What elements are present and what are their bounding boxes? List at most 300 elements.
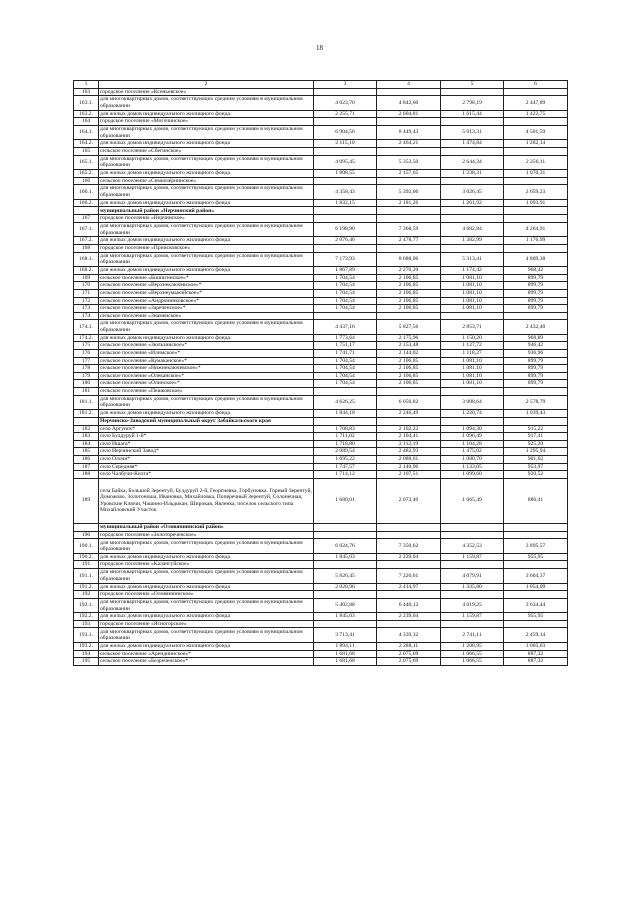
row-number-cell: 173 — [74, 305, 99, 313]
table-row — [74, 267, 568, 275]
table-row — [74, 658, 568, 666]
value-cell: 1 159,87 — [441, 613, 504, 621]
table-row — [74, 591, 568, 599]
row-description-cell: сельское поселение «Олинское»* — [99, 380, 314, 388]
column-number: 4 — [377, 81, 441, 89]
row-description-cell: городское поселение «Ксеньевское» — [99, 88, 314, 96]
value-cell: 5 826,45 — [314, 569, 377, 584]
value-cell: 1 081,10 — [441, 365, 504, 373]
column-number: 6 — [504, 81, 568, 89]
value-cell — [314, 207, 377, 215]
row-number-cell: 170 — [74, 282, 99, 290]
value-cell: 1 081,10 — [441, 297, 504, 305]
value-cell: 6 050,82 — [377, 395, 441, 410]
value-cell — [377, 620, 441, 628]
value-cell — [441, 417, 504, 425]
row-number-cell: 165 — [74, 147, 99, 155]
row-description-cell: для жилых домов индивидуального жилищного фонда — [99, 110, 314, 118]
value-cell: 1 176,99 — [504, 237, 568, 245]
row-description-cell: сельское поселение «Пешковское» — [99, 387, 314, 395]
table-row — [74, 598, 568, 613]
value-cell: 1 708,83 — [314, 425, 377, 433]
value-cell: 899,79 — [504, 289, 568, 297]
value-cell: 2 578,79 — [504, 395, 568, 410]
row-description-cell: для многоквартирных домов, соответствующих средним условиям в муниципальном образовании — [99, 252, 314, 267]
row-description-cell: сельское поселение «Зюльзинское»* — [99, 342, 314, 350]
value-cell: 2 089,54 — [314, 448, 377, 456]
value-cell — [314, 417, 377, 425]
row-number-cell: 166.1. — [74, 185, 99, 200]
row-number-cell — [74, 207, 99, 215]
table-row — [74, 305, 568, 313]
table-row — [74, 569, 568, 584]
value-cell — [314, 215, 377, 223]
value-cell: 3 713,41 — [314, 628, 377, 643]
row-description-cell: сельское поселение «Сбегинское» — [99, 147, 314, 155]
row-description-cell: сельское поселение «Знаменское» — [99, 312, 314, 320]
table-row — [74, 170, 568, 178]
value-cell: 1 704,54 — [314, 274, 377, 282]
table-row — [74, 620, 568, 628]
column-number: 3 — [314, 81, 377, 89]
value-cell: 4 682,84 — [441, 222, 504, 237]
table-row — [74, 237, 568, 245]
row-number-cell: 193 — [74, 620, 99, 628]
row-number-cell: 163.2. — [74, 110, 99, 118]
row-number-cell: 176 — [74, 349, 99, 357]
value-cell: 1 615,44 — [441, 110, 504, 118]
value-cell — [314, 531, 377, 539]
table-row — [74, 613, 568, 621]
value-cell: 2 106,85 — [377, 357, 441, 365]
table-row — [74, 289, 568, 297]
table-row — [74, 448, 568, 456]
value-cell: 6 024,76 — [314, 539, 377, 554]
value-cell: 4 809,38 — [504, 252, 568, 267]
row-description-cell: сельское поселение «Аренднинское»* — [99, 650, 314, 658]
value-cell — [441, 561, 504, 569]
row-description-cell: для жилых домов индивидуального жилищного фонда — [99, 642, 314, 650]
value-cell: 1 066,55 — [441, 658, 504, 666]
value-cell — [377, 523, 441, 531]
value-cell: 1 808,55 — [314, 170, 377, 178]
row-number-cell: 175 — [74, 342, 99, 350]
row-number-cell: 187 — [74, 463, 99, 471]
value-cell: 936,96 — [504, 349, 568, 357]
table-row — [74, 147, 568, 155]
value-cell: 1 335,80 — [441, 583, 504, 591]
value-cell: 7 226,61 — [377, 569, 441, 584]
table-row — [74, 650, 568, 658]
value-cell: 1 081,10 — [441, 380, 504, 388]
row-number-cell: 183 — [74, 433, 99, 441]
value-cell: 2 106,85 — [377, 297, 441, 305]
value-cell — [377, 387, 441, 395]
value-cell: 1 704,54 — [314, 372, 377, 380]
value-cell: 3 026,45 — [441, 185, 504, 200]
row-number-cell: 181.2. — [74, 410, 99, 418]
row-number-cell: 192 — [74, 591, 99, 599]
value-cell — [314, 88, 377, 96]
row-number-cell: 190 — [74, 531, 99, 539]
row-number-cell: 184 — [74, 440, 99, 448]
section-header-row — [74, 207, 568, 215]
table-row — [74, 471, 568, 479]
value-cell: 1 867,89 — [314, 267, 377, 275]
column-number: 1 — [74, 81, 99, 89]
row-description-cell: для многоквартирных домов, соответствующих средним условиям в муниципальном образовании — [99, 125, 314, 140]
table-row — [74, 395, 568, 410]
value-cell: 2 144,02 — [377, 349, 441, 357]
table-row — [74, 372, 568, 380]
value-cell: 1 174,42 — [441, 267, 504, 275]
value-cell: 7 368,59 — [377, 222, 441, 237]
value-cell: 2 459,14 — [504, 628, 568, 643]
row-description-cell: сельское поселение «Безреченское»* — [99, 658, 314, 666]
row-number-cell: 168.2. — [74, 267, 99, 275]
row-description-cell: для многоквартирных домов, соответствующих средним условиям в муниципальном образовании — [99, 569, 314, 584]
value-cell — [441, 620, 504, 628]
row-number-cell: 192.2. — [74, 613, 99, 621]
row-number-cell: 182 — [74, 425, 99, 433]
table-row — [74, 478, 568, 523]
row-number-cell: 165.1. — [74, 155, 99, 170]
row-number-cell: 179 — [74, 372, 99, 380]
value-cell — [504, 620, 568, 628]
row-number-cell: 190.1. — [74, 539, 99, 554]
value-cell: 2 076,46 — [314, 237, 377, 245]
value-cell: 4 023,70 — [314, 96, 377, 111]
value-cell — [314, 561, 377, 569]
row-number-cell: 194 — [74, 650, 99, 658]
table-row — [74, 177, 568, 185]
value-cell — [504, 387, 568, 395]
value-cell — [314, 147, 377, 155]
row-description-cell: село Середняя* — [99, 463, 314, 471]
value-cell: 1 704,54 — [314, 289, 377, 297]
value-cell: 2 256,11 — [504, 155, 568, 170]
value-cell — [314, 245, 377, 253]
value-cell — [504, 88, 568, 96]
value-cell: 2 478,77 — [377, 237, 441, 245]
value-cell: 4 626,25 — [314, 395, 377, 410]
value-cell: 1 704,54 — [314, 297, 377, 305]
value-cell: 1 208,95 — [441, 642, 504, 650]
value-cell: 2 644,34 — [441, 155, 504, 170]
value-cell: 4 842,60 — [377, 96, 441, 111]
row-number-cell: 165.2. — [74, 170, 99, 178]
value-cell — [504, 417, 568, 425]
value-cell — [314, 118, 377, 126]
value-cell: 3 604,37 — [504, 569, 568, 584]
table-row — [74, 140, 568, 148]
value-cell — [441, 387, 504, 395]
row-number-cell: 174.2. — [74, 334, 99, 342]
row-description-cell: для жилых домов индивидуального жилищного фонда — [99, 410, 314, 418]
row-description-cell: для многоквартирных домов, соответствующих средним условиям в муниципальном образовании — [99, 320, 314, 335]
value-cell: 3 634,44 — [504, 598, 568, 613]
table-row — [74, 380, 568, 388]
value-cell: 5 013,31 — [441, 125, 504, 140]
table-row — [74, 96, 568, 111]
value-cell: 5 392,06 — [377, 185, 441, 200]
value-cell: 1 718,80 — [314, 440, 377, 448]
row-number-cell: 174.1. — [74, 320, 99, 335]
value-cell: 1 094,30 — [441, 425, 504, 433]
row-number-cell: 167.2. — [74, 237, 99, 245]
value-cell: 899,79 — [504, 305, 568, 313]
value-cell: 7 350,62 — [377, 539, 441, 554]
value-cell: 968,42 — [504, 267, 568, 275]
row-number-cell: 193.1. — [74, 628, 99, 643]
value-cell: 5 313,41 — [441, 252, 504, 267]
value-cell: 1 081,10 — [441, 372, 504, 380]
table-row — [74, 334, 568, 342]
table-row — [74, 155, 568, 170]
value-cell: 1 711,02 — [314, 433, 377, 441]
row-description-cell: для жилых домов индивидуального жилищного фонда — [99, 613, 314, 621]
table-row — [74, 628, 568, 643]
row-description-cell: для многоквартирных домов, соответствующих средним условиям в муниципальном образовании — [99, 395, 314, 410]
value-cell: 1 005,03 — [504, 642, 568, 650]
row-number-cell: 188 — [74, 471, 99, 479]
value-cell — [377, 88, 441, 96]
row-description-cell: городское поселение «Калангуйское» — [99, 561, 314, 569]
row-description-cell: для многоквартирных домов, соответствующих средним условиям в муниципальном образовании — [99, 155, 314, 170]
table-row — [74, 312, 568, 320]
value-cell — [377, 245, 441, 253]
row-number-cell: 185 — [74, 448, 99, 456]
row-description-cell: для многоквартирных домов, соответствующих средним условиям в муниципальном образовании — [99, 598, 314, 613]
value-cell — [441, 591, 504, 599]
value-cell: 1 159,87 — [441, 553, 504, 561]
value-cell — [504, 245, 568, 253]
row-number-cell: 167.1. — [74, 222, 99, 237]
value-cell: 1 845,03 — [314, 613, 377, 621]
column-number-row — [74, 81, 568, 89]
row-description-cell: для многоквартирных домов, соответствующих средним условиям в муниципальном образовании — [99, 628, 314, 643]
value-cell: 2 106,85 — [377, 305, 441, 313]
table-row — [74, 456, 568, 464]
value-cell: 1 081,10 — [441, 289, 504, 297]
value-cell: 2 239,04 — [377, 613, 441, 621]
value-cell: 4 501,59 — [504, 125, 568, 140]
value-cell: 1 039,43 — [504, 410, 568, 418]
row-description-cell: сельское поселение «Семиозёрнинское» — [99, 177, 314, 185]
row-description-cell: городское поселение «Ясногорское» — [99, 620, 314, 628]
value-cell — [377, 215, 441, 223]
value-cell: 1 845,03 — [314, 553, 377, 561]
section-header-row — [74, 523, 568, 531]
value-cell — [377, 147, 441, 155]
value-cell: 1 680,01 — [314, 478, 377, 523]
value-cell: 7 173,93 — [314, 252, 377, 267]
value-cell — [441, 147, 504, 155]
row-number-cell: 167 — [74, 215, 99, 223]
row-number-cell: 190.2. — [74, 553, 99, 561]
value-cell: 4 095,45 — [314, 155, 377, 170]
value-cell: 1 080,70 — [441, 456, 504, 464]
row-description-cell: муниципальный район «Оловяннинский район» — [99, 523, 314, 531]
value-cell: 2 106,85 — [377, 274, 441, 282]
value-cell: 899,79 — [504, 365, 568, 373]
row-description-cell: для жилых домов индивидуального жилищного фонда — [99, 267, 314, 275]
row-description-cell: для жилых домов индивидуального жилищного фонда — [99, 199, 314, 207]
row-description-cell: для жилых домов индивидуального жилищного фонда — [99, 334, 314, 342]
value-cell — [377, 531, 441, 539]
value-cell — [377, 118, 441, 126]
value-cell: 920,52 — [504, 471, 568, 479]
row-number-cell — [74, 417, 99, 425]
row-description-cell: сельское поселение «Илимское»* — [99, 349, 314, 357]
value-cell: 2 106,85 — [377, 289, 441, 297]
value-cell: 887,32 — [504, 650, 568, 658]
value-cell: 2 255,71 — [314, 110, 377, 118]
row-number-cell: 191.1. — [74, 569, 99, 584]
value-cell: 1 150,20 — [441, 334, 504, 342]
value-cell: 1 475,02 — [441, 448, 504, 456]
column-number: 5 — [441, 81, 504, 89]
row-number-cell: 171 — [74, 289, 99, 297]
value-cell: 1 714,12 — [314, 471, 377, 479]
row-description-cell: для жилых домов индивидуального жилищного фонда — [99, 583, 314, 591]
value-cell: 1 081,10 — [441, 357, 504, 365]
table-row — [74, 125, 568, 140]
value-cell: 2 106,85 — [377, 372, 441, 380]
row-description-cell: сельское поселение «Андронниковское»* — [99, 297, 314, 305]
row-description-cell: городское поселение «Оловяннинское» — [99, 591, 314, 599]
value-cell: 899,79 — [504, 297, 568, 305]
value-cell: 946,42 — [504, 342, 568, 350]
table-row — [74, 387, 568, 395]
value-cell: 6 904,56 — [314, 125, 377, 140]
value-cell — [441, 312, 504, 320]
value-cell: 2 153,48 — [377, 342, 441, 350]
value-cell — [314, 523, 377, 531]
table-row — [74, 282, 568, 290]
row-number-cell: 192.1. — [74, 598, 99, 613]
table-row — [74, 425, 568, 433]
table-row — [74, 185, 568, 200]
value-cell — [504, 147, 568, 155]
value-cell: 1 081,10 — [441, 274, 504, 282]
row-number-cell: 163 — [74, 88, 99, 96]
value-cell — [504, 177, 568, 185]
table-row — [74, 320, 568, 335]
row-number-cell: 186 — [74, 456, 99, 464]
value-cell: 1 747,57 — [314, 463, 377, 471]
table-row — [74, 199, 568, 207]
value-cell: 1 422,75 — [504, 110, 568, 118]
value-cell — [314, 591, 377, 599]
row-description-cell: село Чалбучи-Килга* — [99, 471, 314, 479]
value-cell: 4 019,25 — [441, 598, 504, 613]
value-cell: 1 133,05 — [441, 463, 504, 471]
value-cell: 2 798,19 — [441, 96, 504, 111]
value-cell: 1 238,31 — [441, 170, 504, 178]
row-description-cell: городское поселение «Нерчинское» — [99, 215, 314, 223]
table-row — [74, 642, 568, 650]
value-cell: 2 157,65 — [377, 170, 441, 178]
value-cell: 1 832,15 — [314, 199, 377, 207]
value-cell: 1 127,72 — [441, 342, 504, 350]
value-cell: 2 075,69 — [377, 658, 441, 666]
row-description-cell: городское поселение «Приисковское» — [99, 245, 314, 253]
value-cell: 968,89 — [504, 334, 568, 342]
value-cell: 2 088,61 — [377, 456, 441, 464]
value-cell: 925,20 — [504, 440, 568, 448]
value-cell: 3 008,64 — [441, 395, 504, 410]
value-cell: 901,62 — [504, 456, 568, 464]
value-cell: 1 704,54 — [314, 365, 377, 373]
value-cell: 4 352,53 — [441, 539, 504, 554]
row-description-cell: для многоквартирных домов, соответствующих средним условиям в муниципальном образовании — [99, 185, 314, 200]
value-cell — [377, 561, 441, 569]
table-row — [74, 440, 568, 448]
row-number-cell: 191.2. — [74, 583, 99, 591]
row-number-cell: 163.1. — [74, 96, 99, 111]
column-number: 2 — [99, 81, 314, 89]
value-cell: 1 081,10 — [441, 282, 504, 290]
row-description-cell: сельское поселение «Зареченское»* — [99, 305, 314, 313]
row-number-cell: 168 — [74, 245, 99, 253]
value-cell: 2 106,85 — [377, 282, 441, 290]
value-cell — [441, 207, 504, 215]
value-cell: 4 079,91 — [441, 569, 504, 584]
row-number-cell: 178 — [74, 365, 99, 373]
value-cell: 2 073,40 — [377, 478, 441, 523]
table-row — [74, 297, 568, 305]
row-description-cell: село Олочи* — [99, 456, 314, 464]
value-cell: 953,97 — [504, 463, 568, 471]
value-cell: 8 688,06 — [377, 252, 441, 267]
value-cell: 2 246,49 — [377, 410, 441, 418]
value-cell: 2 075,69 — [377, 650, 441, 658]
row-description-cell: для многоквартирных домов, соответствующих средним условиям в муниципальном образовании — [99, 539, 314, 554]
row-number-cell: 166 — [74, 177, 99, 185]
value-cell — [377, 591, 441, 599]
row-description-cell: село Аргунск* — [99, 425, 314, 433]
row-description-cell: для многоквартирных домов, соответствующих средним условиям в муниципальном образовании — [99, 222, 314, 237]
value-cell: 1 220,74 — [441, 410, 504, 418]
value-cell — [441, 215, 504, 223]
value-cell: 6 198,90 — [314, 222, 377, 237]
value-cell: 1 681,68 — [314, 658, 377, 666]
table-row — [74, 342, 568, 350]
value-cell: 1 118,27 — [441, 349, 504, 357]
value-cell: 2 288,11 — [377, 642, 441, 650]
row-description-cell: сельское поселение «Кумаканское»* — [99, 357, 314, 365]
table-row — [74, 110, 568, 118]
value-cell: 2 432,40 — [504, 320, 568, 335]
value-cell: 915,22 — [504, 425, 568, 433]
row-description-cell: сельское поселение «Бишигинское»* — [99, 274, 314, 282]
table-row — [74, 531, 568, 539]
table-row — [74, 539, 568, 554]
value-cell: 899,79 — [504, 372, 568, 380]
value-cell — [504, 207, 568, 215]
row-number-cell: 166.2. — [74, 199, 99, 207]
value-cell — [504, 118, 568, 126]
value-cell: 2 239,04 — [377, 553, 441, 561]
value-cell: 1 382,99 — [441, 237, 504, 245]
value-cell: 2 020,96 — [314, 583, 377, 591]
value-cell: 5 402,88 — [314, 598, 377, 613]
row-description-cell: муниципальный район «Нерчинский район» — [99, 207, 314, 215]
row-description-cell: сельское поселение «Верхнеключевское»* — [99, 282, 314, 290]
value-cell: 2 140,96 — [377, 463, 441, 471]
value-cell: 2 604,81 — [377, 110, 441, 118]
